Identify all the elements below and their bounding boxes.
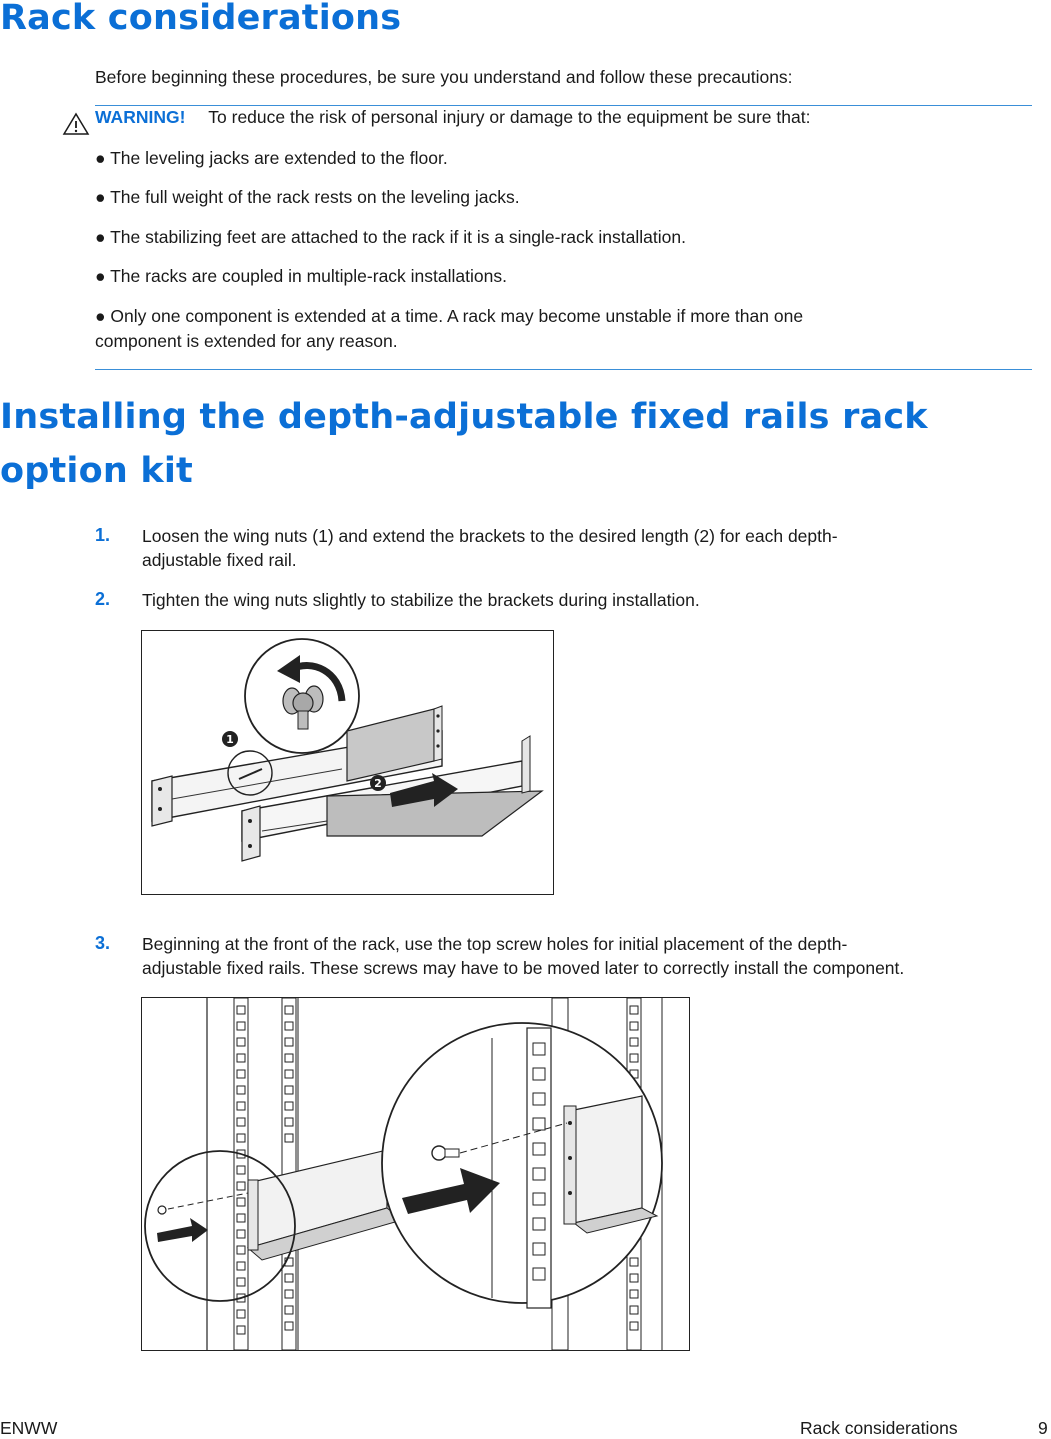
bullet-item-continuation: component is extended for any reason. — [95, 331, 398, 351]
step-text: Beginning at the front of the rack, use the top screw holes for initial placement of the depth- — [142, 934, 848, 954]
warning-icon — [62, 112, 90, 136]
step-number: 3. — [95, 933, 111, 953]
footer-section: Rack considerations — [800, 1418, 958, 1438]
bullet-item: ● The stabilizing feet are attached to the rack if it is a single-rack installation. — [95, 227, 686, 247]
intro-text: Before beginning these procedures, be sure you understand and follow these precautions: — [95, 67, 793, 87]
bullet-item: ● The racks are coupled in multiple-rack installations. — [95, 266, 507, 286]
step-number: 1. — [95, 525, 111, 545]
rail-extension-figure — [141, 630, 554, 895]
section-title-installing-line2: option kit — [0, 451, 193, 491]
bullet-item: ● The leveling jacks are extended to the floor. — [95, 148, 448, 168]
bullet-item: ● Only one component is extended at a time. A rack may become unstable if more than one — [95, 306, 804, 326]
step-text-continuation: adjustable fixed rails. These screws may have to be moved later to correctly install the component. — [142, 958, 905, 978]
section-title-rack-considerations: Rack considerations — [0, 0, 402, 38]
warning-bottom-rule — [95, 369, 1032, 370]
warning-line — [95, 105, 810, 129]
section-title-installing-line1: Installing the depth-adjustable fixed rails rack — [0, 397, 928, 437]
step-number: 2. — [95, 589, 111, 609]
callout-1: 1 — [226, 733, 234, 746]
warning-text: To reduce the risk of personal injury or damage to the equipment be sure that: — [208, 107, 811, 127]
bullet-item: ● The full weight of the rack rests on the leveling jacks. — [95, 187, 520, 207]
step-text: Loosen the wing nuts (1) and extend the brackets to the desired length (2) for each depth- — [142, 526, 838, 546]
step-text-continuation: adjustable fixed rail. — [142, 550, 297, 570]
callout-2: 2 — [374, 777, 382, 790]
rack-screw-figure — [141, 997, 690, 1351]
warning-label: WARNING! — [95, 107, 186, 127]
page-number: 9 — [1038, 1418, 1048, 1438]
footer-left: ENWW — [0, 1418, 58, 1438]
step-text: Tighten the wing nuts slightly to stabilize the brackets during installation. — [142, 590, 700, 610]
